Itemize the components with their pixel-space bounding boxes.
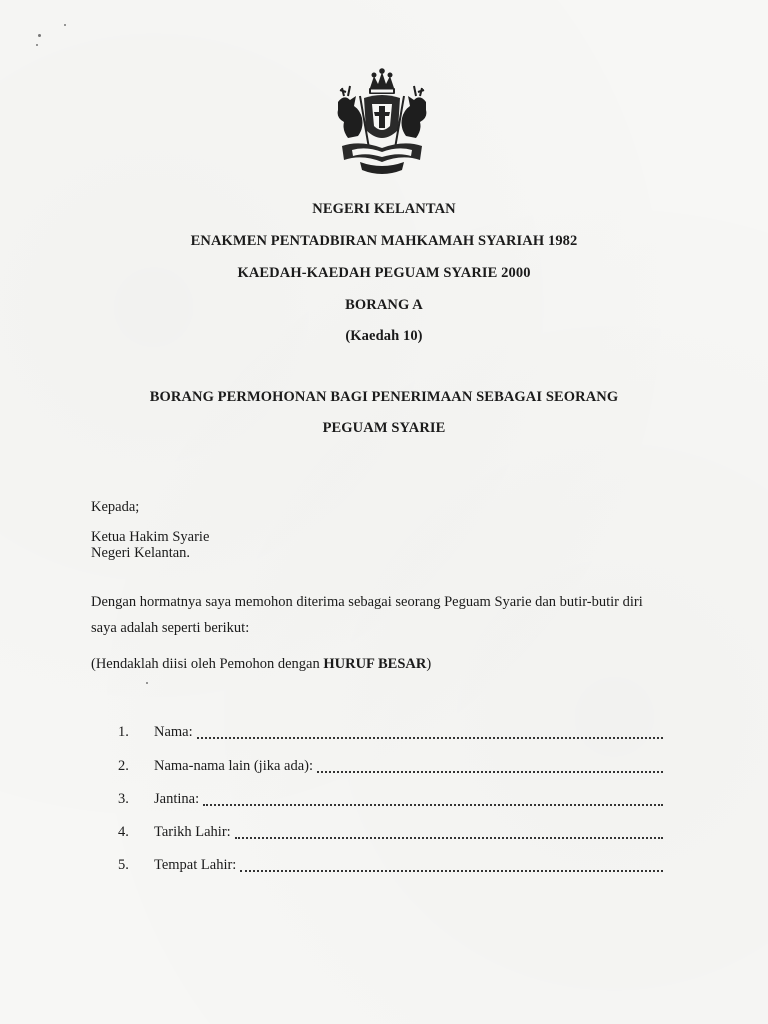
state-heading: NEGERI KELANTAN bbox=[312, 201, 456, 217]
kelantan-state-crest-icon bbox=[330, 66, 434, 178]
scan-speck bbox=[146, 682, 148, 684]
field-label: Tempat Lahir: bbox=[154, 857, 237, 873]
field-jantina[interactable] bbox=[118, 791, 663, 809]
field-label: Nama: bbox=[154, 724, 193, 740]
field-number: 1. bbox=[118, 724, 129, 740]
field-number: 4. bbox=[118, 824, 129, 840]
fill-in-line[interactable] bbox=[203, 804, 663, 806]
field-label: Tarikh Lahir: bbox=[154, 824, 231, 840]
form-title-line1: BORANG PERMOHONAN BAGI PENERIMAAN SEBAGAI SEORANG bbox=[149, 389, 619, 405]
intro-line1: Dengan hormatnya saya memohon diterima sebagai seorang Peguam Syarie dan butir-butir diri bbox=[91, 594, 643, 610]
fill-in-line[interactable] bbox=[317, 771, 663, 773]
scan-speck bbox=[36, 44, 38, 46]
instruction-note bbox=[91, 656, 431, 673]
field-number: 2. bbox=[118, 758, 129, 774]
field-label: Nama-nama lain (jika ada): bbox=[154, 758, 314, 774]
recipient-state: Negeri Kelantan. bbox=[91, 545, 191, 561]
instruction-note-emphasis: HURUF BESAR bbox=[323, 656, 427, 672]
field-number: 5. bbox=[118, 857, 129, 873]
salutation: Kepada; bbox=[91, 499, 140, 515]
recipient-title: Ketua Hakim Syarie bbox=[91, 529, 210, 545]
fill-in-line[interactable] bbox=[235, 837, 663, 839]
field-nama[interactable] bbox=[118, 724, 663, 742]
rules-heading: KAEDAH-KAEDAH PEGUAM SYARIE 2000 bbox=[237, 265, 531, 281]
form-heading: BORANG A bbox=[345, 297, 423, 313]
fill-in-line[interactable] bbox=[240, 870, 663, 872]
form-title-line2: PEGUAM SYARIE bbox=[322, 420, 446, 436]
instruction-note-suffix: ) bbox=[426, 656, 432, 672]
field-tempat-lahir[interactable] bbox=[118, 857, 663, 875]
instruction-note-prefix: (Hendaklah diisi oleh Pemohon dengan bbox=[91, 656, 324, 672]
rule-reference: (Kaedah 10) bbox=[345, 328, 423, 344]
field-label: Jantina: bbox=[154, 791, 200, 807]
fill-in-line[interactable] bbox=[197, 737, 663, 739]
field-number: 3. bbox=[118, 791, 129, 807]
field-tarikh-lahir[interactable] bbox=[118, 824, 663, 842]
scan-speck bbox=[38, 34, 41, 37]
enactment-heading: ENAKMEN PENTADBIRAN MAHKAMAH SYARIAH 1982 bbox=[190, 233, 578, 249]
intro-line2: saya adalah seperti berikut: bbox=[91, 620, 250, 636]
scan-speck bbox=[64, 24, 66, 26]
field-nama-lain[interactable] bbox=[118, 758, 663, 776]
